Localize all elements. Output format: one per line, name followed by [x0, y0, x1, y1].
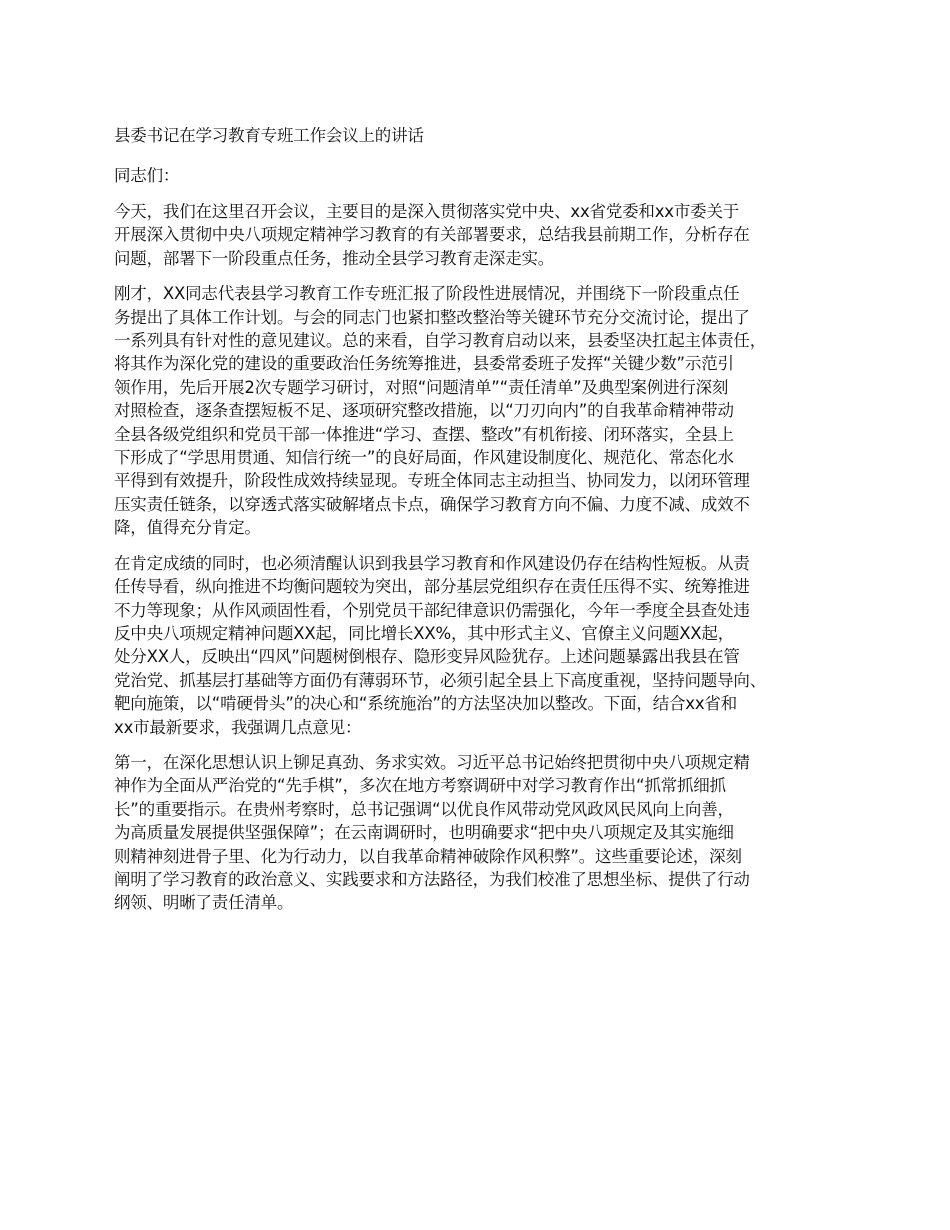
text-line: 一系列具有针对性的意见建议。总的来看，自学习教育启动以来，县委坚决扛起主体责任， — [114, 331, 767, 351]
text-line: 阐明了学习教育的政治意义、实践要求和方法路径，为我们校准了思想坐标、提供了行动 — [114, 869, 750, 889]
text-line: 不力等现象；从作风顽固性看，个别党员干部纪律意识仍需强化，今年一季度全县查处违 — [114, 600, 750, 620]
text-line: 处分XX人，反映出“四风”问题树倒根存、隐形变异风险犹存。上述问题暴露出我县在管 — [114, 647, 740, 667]
text-line: 下形成了“学思用贯通、知信行统一”的良好局面，作风建设制度化、规范化、常态化水 — [114, 448, 734, 468]
text-line: 在肯定成绩的同时，也必须清醒认识到我县学习教育和作风建设仍存在结构性短板。从责 — [114, 553, 750, 573]
paragraph-point-one — [114, 751, 856, 915]
text-line: 为高质量发展提供坚强保障”；在云南调研时，也明确要求“把中央八项规定及其实施细 — [114, 823, 734, 843]
text-line: 长”的重要指示。在贵州考察时，总书记强调“以优良作风带动党风政风民风向上向善， — [114, 799, 734, 819]
text-line: 靶向施策，以“啃硬骨头”的决心和“系统施治”的方法坚决加以整改。下面，结合xx省和 — [114, 694, 738, 714]
text-line: 神作为全面从严治党的“先手棋”，多次在地方考察调研中对学习教育作出“抓常抓细抓 — [114, 776, 726, 796]
text-line: xx市最新要求，我强调几点意见： — [114, 717, 362, 737]
document-page — [114, 124, 856, 915]
text-line: 反中央八项规定精神问题XX起，同比增长XX%，其中形式主义、官僚主义问题XX起， — [114, 623, 734, 643]
paragraph-progress-summary — [114, 282, 856, 539]
text-line: 第一，在深化思想认识上铆足真劲、务求实效。习近平总书记始终把贯彻中央八项规定精 — [114, 752, 750, 772]
text-line: 党治党、抓基层打基础等方面仍有薄弱环节，必须引起全县上下高度重视，坚持问题导向、 — [114, 670, 767, 690]
text-line: 领作用，先后开展2次专题学习研讨，对照“问题清单”“责任清单”及典型案例进行深刻 — [114, 377, 729, 397]
text-line: 则精神刻进骨子里、化为行动力，以自我革命精神破除作风积弊”。这些重要论述，深刻 — [114, 846, 742, 866]
text-line: 将其作为深化党的建设的重要政治任务统筹推进，县委常委班子发挥“关键少数”示范引 — [114, 354, 734, 374]
text-line: 对照检查，逐条查摆短板不足、逐项研究整改措施，以“刀刃向内”的自我革命精神带动 — [114, 401, 734, 421]
text-line: 全县各级党组织和党员干部一体推进“学习、查摆、整改”有机衔接、闭环落实，全县上 — [114, 424, 734, 444]
paragraph-opening — [114, 200, 856, 270]
document-title: 县委书记在学习教育专班工作会议上的讲话 — [114, 126, 424, 145]
text-line: 问题，部署下一阶段重点任务，推动全县学习教育走深走实。 — [114, 248, 555, 268]
text-line: 降，值得充分肯定。 — [114, 518, 261, 538]
text-line: 务提出了具体工作计划。与会的同志门也紧扣整改整治等关键环节充分交流讨论，提出了 — [114, 307, 750, 327]
salutation: 同志们： — [114, 166, 180, 185]
text-line: 开展深入贯彻中央八项规定精神学习教育的有关部署要求，总结我县前期工作，分析存在 — [114, 225, 750, 245]
paragraph-shortcomings — [114, 552, 856, 739]
text-line: 任传导看，纵向推进不均衡问题较为突出，部分基层党组织存在责任压得不实、统筹推进 — [114, 577, 750, 597]
text-line: 平得到有效提升，阶段性成效持续显现。专班全体同志主动担当、协同发力，以闭环管理 — [114, 471, 750, 491]
text-line: 压实责任链条，以穿透式落实破解堵点卡点，确保学习教育方向不偏、力度不减、成效不 — [114, 494, 750, 514]
text-line: 刚才，XX同志代表县学习教育工作专班汇报了阶段性进展情况，并围绕下一阶段重点任 — [114, 284, 740, 304]
text-line: 今天，我们在这里召开会议，主要目的是深入贯彻落实党中央、xx省党委和xx市委关于 — [114, 202, 740, 221]
text-line: 纲领、明晰了责任清单。 — [114, 893, 294, 913]
